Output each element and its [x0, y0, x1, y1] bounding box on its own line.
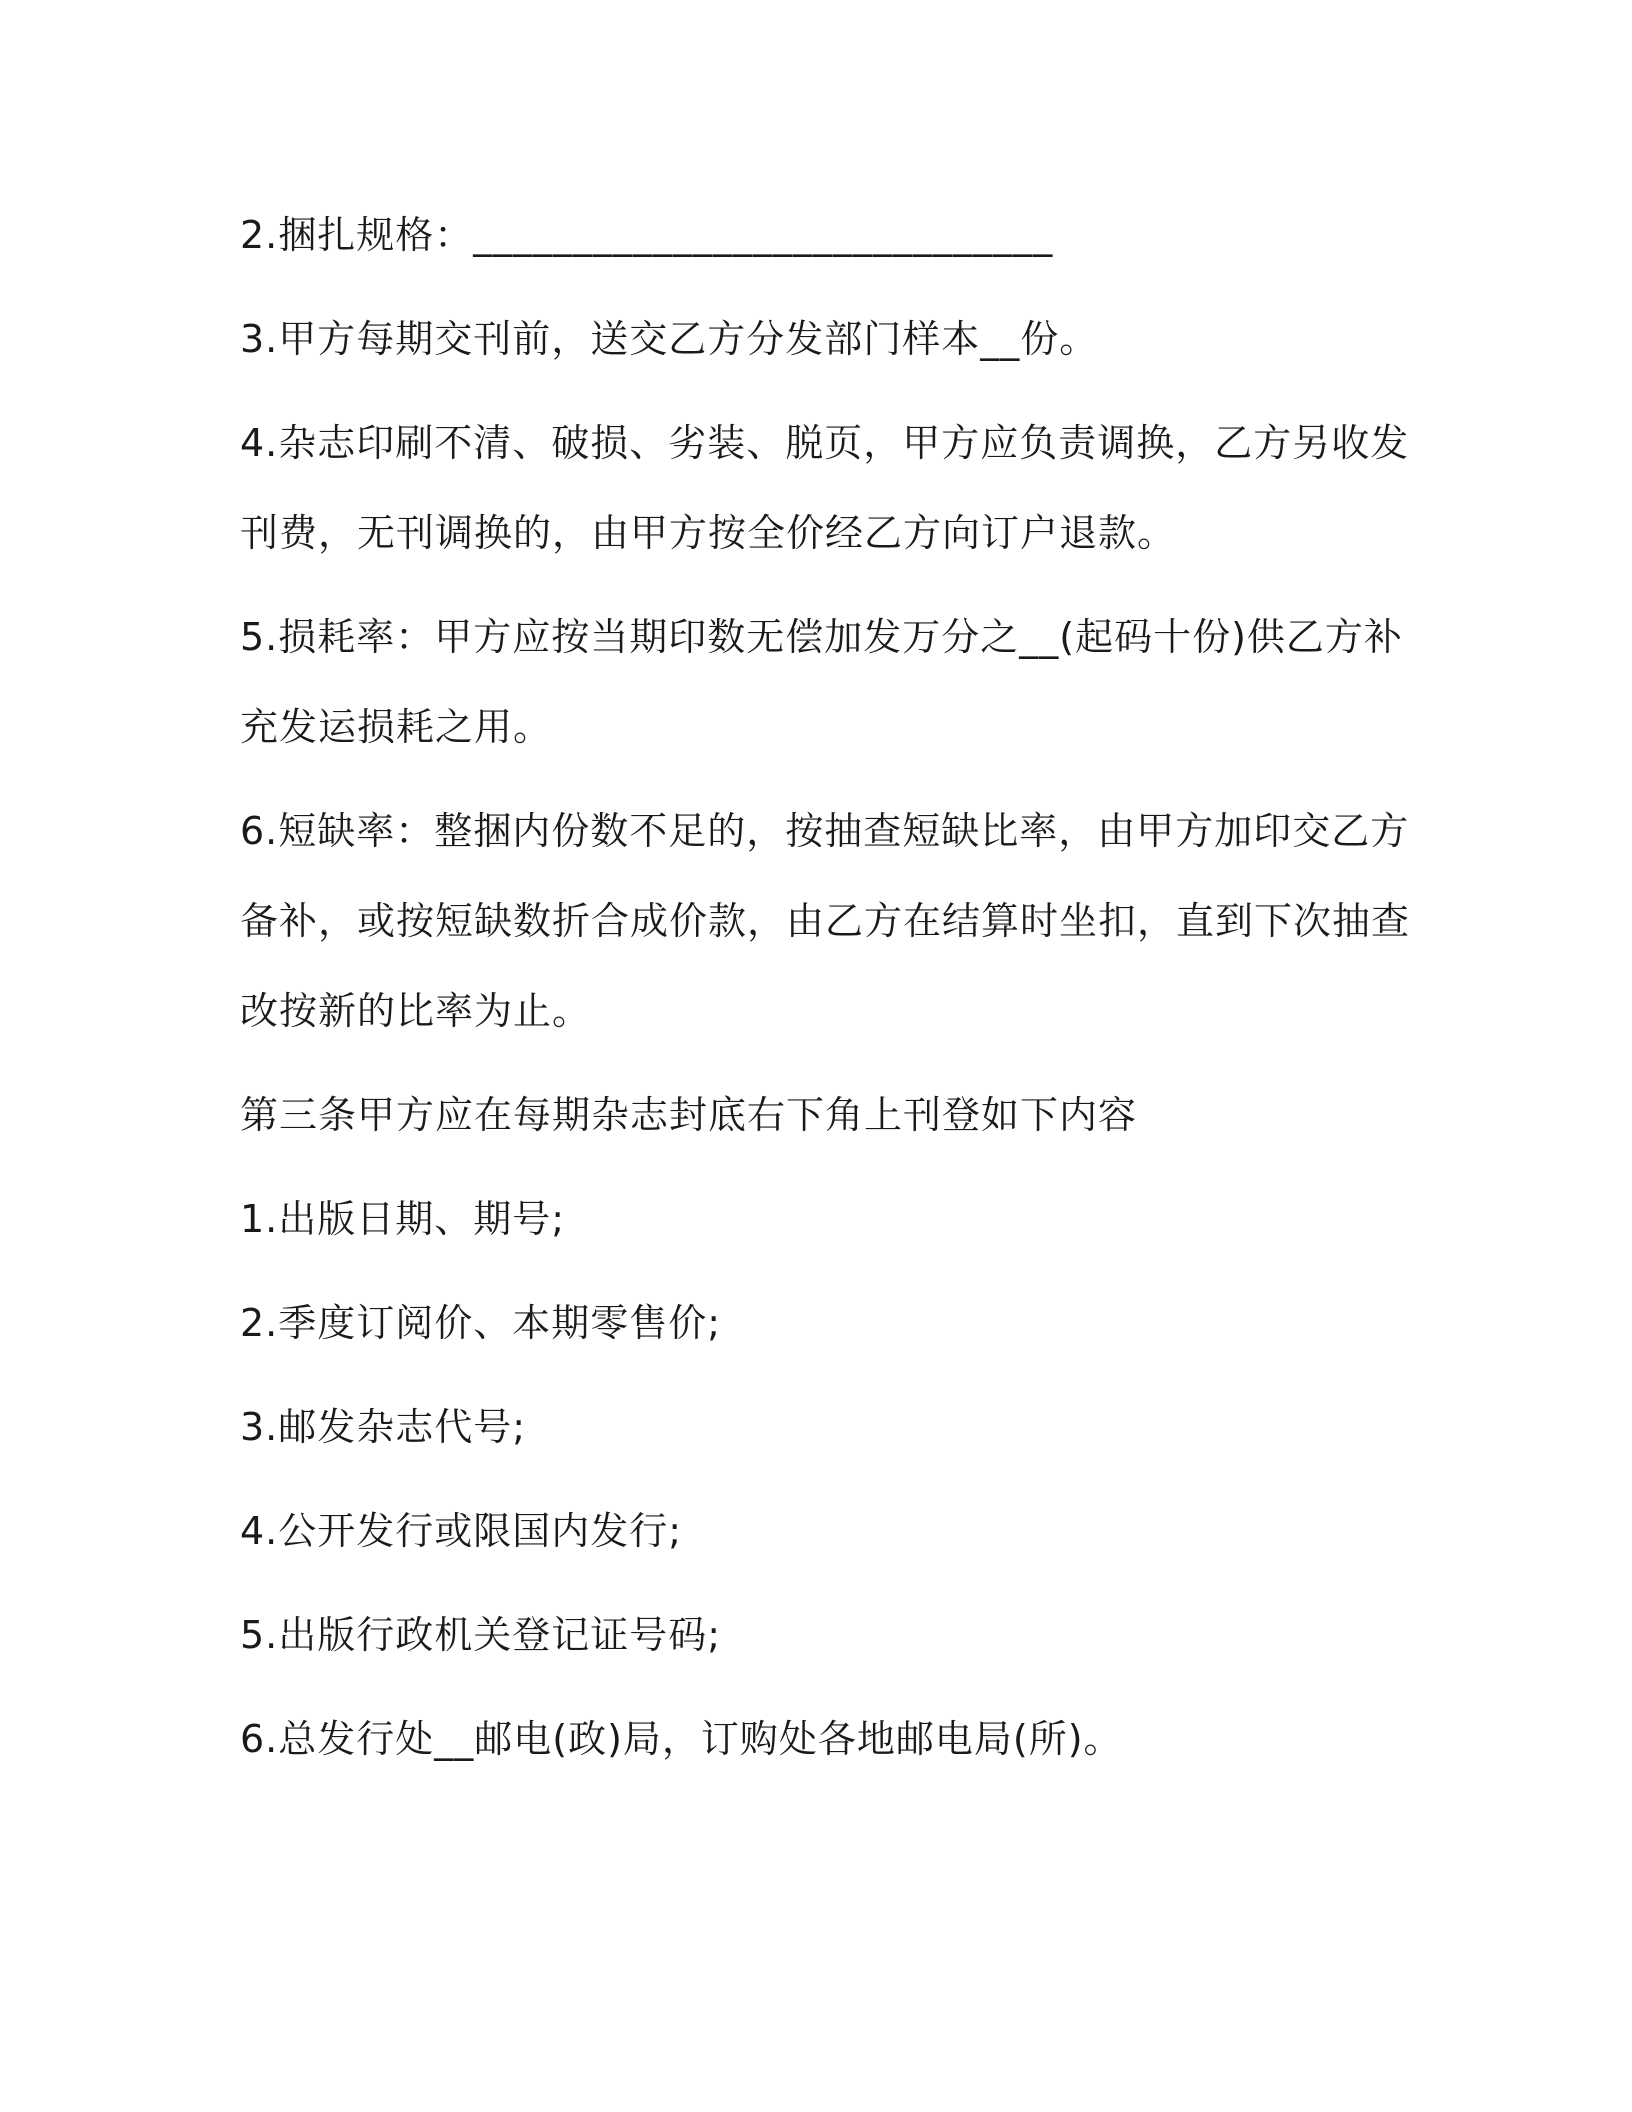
- document-body: [240, 190, 1410, 1798]
- paragraph-distributor: 6.总发行处__邮电(政)局，订购处各地邮电局(所)。: [240, 1717, 1123, 1761]
- paragraph-defect-exchange: 4.杂志印刷不清、破损、劣装、脱页，甲方应负责调换，乙方另收发刊费，无刊调换的，由甲方按全价经乙方向订户退款。: [240, 421, 1410, 555]
- paragraph-price: 2.季度订阅价、本期零售价;: [240, 1301, 722, 1345]
- paragraph-distribution-scope: 4.公开发行或限国内发行;: [240, 1509, 683, 1553]
- paragraph-article-three-heading: 第三条甲方应在每期杂志封底右下角上刊登如下内容: [240, 1093, 1138, 1137]
- paragraph-postal-code: 3.邮发杂志代号;: [240, 1405, 527, 1449]
- paragraph-loss-rate: 5.损耗率：甲方应按当期印数无偿加发万分之__(起码十份)供乙方补充发运损耗之用。: [240, 615, 1403, 749]
- paragraph-shortage-rate: 6.短缺率：整捆内份数不足的，按抽查短缺比率，由甲方加印交乙方备补，或按短缺数折合成价款，由乙方在结算时坐扣，直到下次抽查改按新的比率为止。: [240, 809, 1411, 1033]
- paragraph-publish-date: 1.出版日期、期号;: [240, 1197, 566, 1241]
- paragraph-sample-copies: 3.甲方每期交刊前，送交乙方分发部门样本__份。: [240, 317, 1099, 361]
- paragraph-binding-spec: 2.捆扎规格：_____________________________: [240, 213, 1054, 257]
- paragraph-registration-number: 5.出版行政机关登记证号码;: [240, 1613, 722, 1657]
